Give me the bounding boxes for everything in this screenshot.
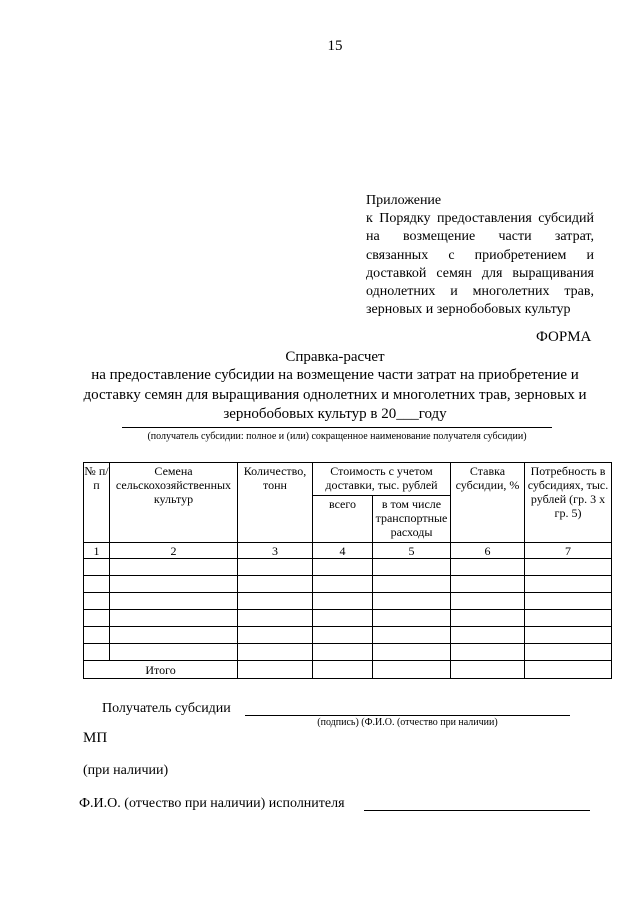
table-cell [451, 610, 525, 627]
recipient-name-caption: (получатель субсидии: полное и (или) сокращенное наименование получателя субсидии) [147, 431, 527, 442]
table-cell [84, 610, 110, 627]
table-cell [110, 576, 238, 593]
table-cell [84, 644, 110, 661]
table-cell [373, 610, 451, 627]
table-cell [110, 610, 238, 627]
table-cell [373, 644, 451, 661]
table-cell [451, 661, 525, 679]
column-number-row [84, 543, 612, 559]
column-number: 1 [84, 543, 110, 559]
column-number: 2 [110, 543, 238, 559]
table-row [84, 576, 612, 593]
column-number: 3 [238, 543, 313, 559]
recipient-signature-label: Получатель субсидии [102, 701, 231, 716]
table-cell [313, 661, 373, 679]
document-subtitle: на предоставление субсидии на возмещение части затрат на приобретение и доставку семян для выращивания однолетних и многолетних трав, зерновых и зернобобовых культур в 20___году [83, 367, 587, 422]
table-cell [110, 627, 238, 644]
table-cell [313, 644, 373, 661]
table-cell [313, 559, 373, 576]
table-cell [238, 559, 313, 576]
table-cell [525, 627, 612, 644]
header-rate: Ставка субсидии, % [451, 463, 525, 543]
table-cell [373, 661, 451, 679]
executor-label: Ф.И.О. (отчество при наличии) исполнителя [79, 796, 345, 811]
recipient-signature-line [245, 715, 570, 716]
table-row [84, 610, 612, 627]
table-cell [313, 610, 373, 627]
header-need: Потребность в субсидиях, тыс. рублей (гр. 3 х гр. 5) [525, 463, 612, 543]
appendix-text: к Порядку предоставления субсидий на возмещение части затрат, связанных с приобретением и доставкой семян для выращивания однолетних и многолетних трав, зерновых и зернобобовых культур [366, 211, 594, 318]
table-cell [84, 576, 110, 593]
table-cell [525, 593, 612, 610]
table-cell [525, 576, 612, 593]
total-row [84, 661, 612, 679]
header-cost: Стоимость с учетом доставки, тыс. рублей [313, 463, 451, 496]
table-cell [84, 559, 110, 576]
recipient-name-line [122, 427, 552, 428]
subsidy-calculation-table [83, 462, 612, 679]
table-cell [451, 627, 525, 644]
column-number: 5 [373, 543, 451, 559]
table-cell [451, 576, 525, 593]
appendix-title: Приложение [366, 193, 442, 208]
table-cell [373, 593, 451, 610]
table-row [84, 644, 612, 661]
executor-signature-line [364, 810, 590, 811]
table-row [84, 559, 612, 576]
header-cost-total: всего [313, 496, 373, 543]
table-cell [313, 576, 373, 593]
page-number: 15 [327, 38, 343, 54]
column-number: 6 [451, 543, 525, 559]
header-num: № п/п [84, 463, 110, 543]
header-seeds: Семена сельскохозяйственных культур [110, 463, 238, 543]
table-cell [238, 644, 313, 661]
stamp-place-label: МП [83, 730, 108, 746]
table-cell [525, 644, 612, 661]
table-cell [525, 559, 612, 576]
header-cost-transport: в том числе транспортные расходы [373, 496, 451, 543]
document-title: Справка-расчет [285, 349, 385, 365]
table-cell [238, 610, 313, 627]
table-cell [451, 593, 525, 610]
total-label: Итого [84, 661, 238, 679]
table-cell [110, 644, 238, 661]
signature-caption: (подпись) (Ф.И.О. (отчество при наличии) [317, 717, 498, 728]
table-cell [238, 593, 313, 610]
table-cell [313, 593, 373, 610]
stamp-if-present-note: (при наличии) [83, 763, 169, 778]
table-cell [313, 627, 373, 644]
table-cell [238, 576, 313, 593]
table-cell [525, 661, 612, 679]
table-cell [238, 661, 313, 679]
column-number: 7 [525, 543, 612, 559]
appendix-block [366, 192, 594, 319]
table-cell [373, 627, 451, 644]
table-cell [84, 593, 110, 610]
table-row [84, 627, 612, 644]
column-number: 4 [313, 543, 373, 559]
table-cell [525, 610, 612, 627]
table-cell [373, 576, 451, 593]
table-cell [84, 627, 110, 644]
table-cell [110, 593, 238, 610]
form-label: ФОРМА [536, 329, 592, 345]
table-cell [451, 559, 525, 576]
table-cell [238, 627, 313, 644]
table-header-row [84, 463, 612, 496]
header-quantity: Количество, тонн [238, 463, 313, 543]
table-row [84, 593, 612, 610]
table-cell [451, 644, 525, 661]
table-cell [110, 559, 238, 576]
table-cell [373, 559, 451, 576]
